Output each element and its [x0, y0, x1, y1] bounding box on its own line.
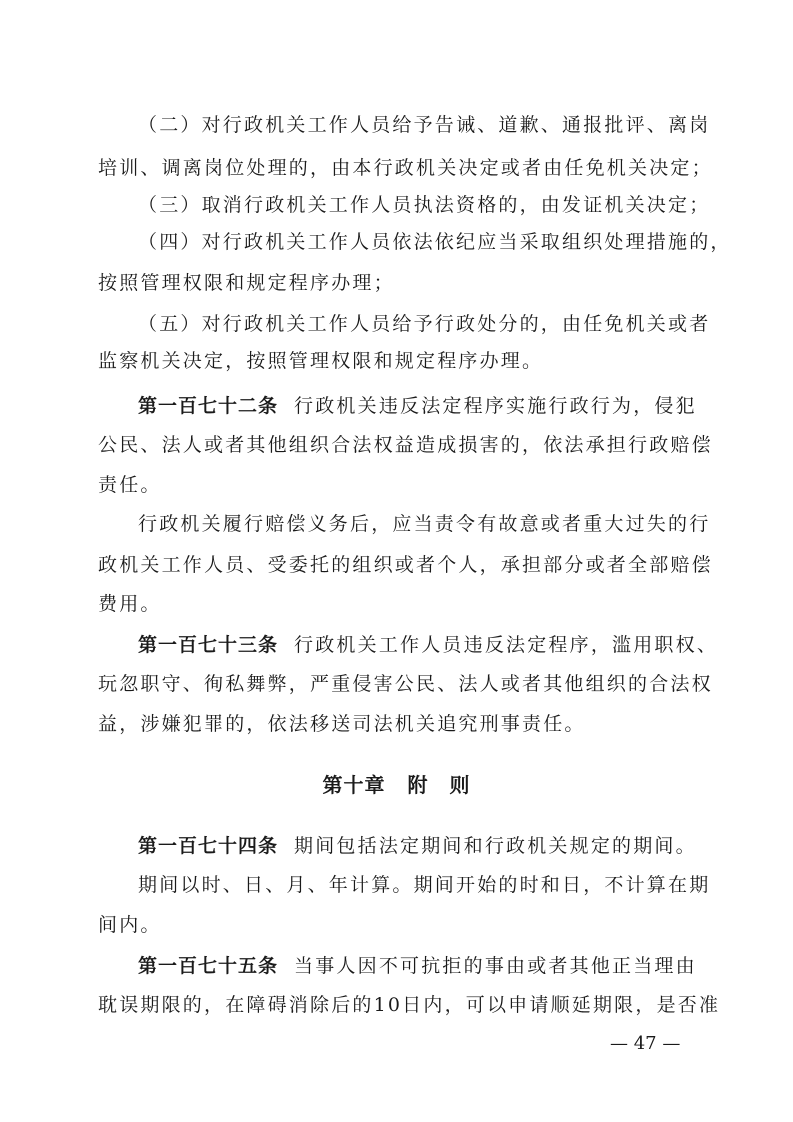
paragraph-line: 耽误期限的，在障碍消除后的10日内，可以申请顺延期限，是否准 [98, 994, 721, 1016]
chapter-heading [0, 771, 793, 799]
article-172-line [138, 393, 698, 419]
article-number: 第一百七十四条 [138, 835, 279, 857]
paragraph-line: 公民、法人或者其他组织合法权益造成损害的，依法承担行政赔偿 [98, 434, 713, 456]
article-175-line [138, 953, 698, 979]
paragraph-line: 按照管理权限和规定程序办理； [98, 272, 395, 294]
article-number: 第一百七十三条 [138, 634, 279, 656]
paragraph-line: 政机关工作人员、受委托的组织或者个人，承担部分或者全部赔偿 [98, 554, 713, 576]
article-number: 第一百七十二条 [138, 395, 279, 417]
article-text: 当事人因不可抗拒的事由或者其他正当理由 [294, 955, 697, 977]
article-text: 行政机关违反法定程序实施行政行为，侵犯 [294, 395, 697, 417]
paragraph-line: （三）取消行政机关工作人员执法资格的，由发证机关决定； [138, 194, 711, 216]
paragraph-line: （五）对行政机关工作人员给予行政处分的，由任免机关或者 [138, 313, 711, 335]
paragraph-line: 监察机关决定，按照管理权限和规定程序办理。 [98, 350, 544, 372]
article-text: 行政机关工作人员违反法定程序，滥用职权、 [294, 634, 719, 656]
article-text: 期间包括法定期间和行政机关规定的期间。 [294, 835, 697, 857]
article-173-line [138, 632, 719, 658]
paragraph-line: 培训、调离岗位处理的，由本行政机关决定或者由任免机关决定； [98, 157, 713, 179]
paragraph-line: 责任。 [98, 474, 162, 496]
paragraph-line: 期间以时、日、月、年计算。期间开始的时和日，不计算在期 [138, 874, 711, 896]
article-number: 第一百七十五条 [138, 955, 279, 977]
chapter-title: 附 则 [407, 773, 471, 797]
paragraph-line: 间内。 [98, 914, 162, 936]
paragraph-line: （二）对行政机关工作人员给予告诫、道歉、通报批评、离岗 [138, 114, 711, 136]
page-number: — 47 — [610, 1033, 681, 1054]
paragraph-line: 玩忽职守、徇私舞弊，严重侵害公民、法人或者其他组织的合法权 [98, 673, 713, 695]
paragraph-line: 费用。 [98, 593, 162, 615]
paragraph-line: 益，涉嫌犯罪的，依法移送司法机关追究刑事责任。 [98, 713, 586, 735]
chapter-number: 第十章 [322, 773, 386, 797]
paragraph-line: （四）对行政机关工作人员依法依纪应当采取组织处理措施的， [138, 231, 732, 253]
paragraph-line: 行政机关履行赔偿义务后，应当责令有故意或者重大过失的行 [138, 513, 711, 535]
article-174-line [138, 833, 698, 859]
